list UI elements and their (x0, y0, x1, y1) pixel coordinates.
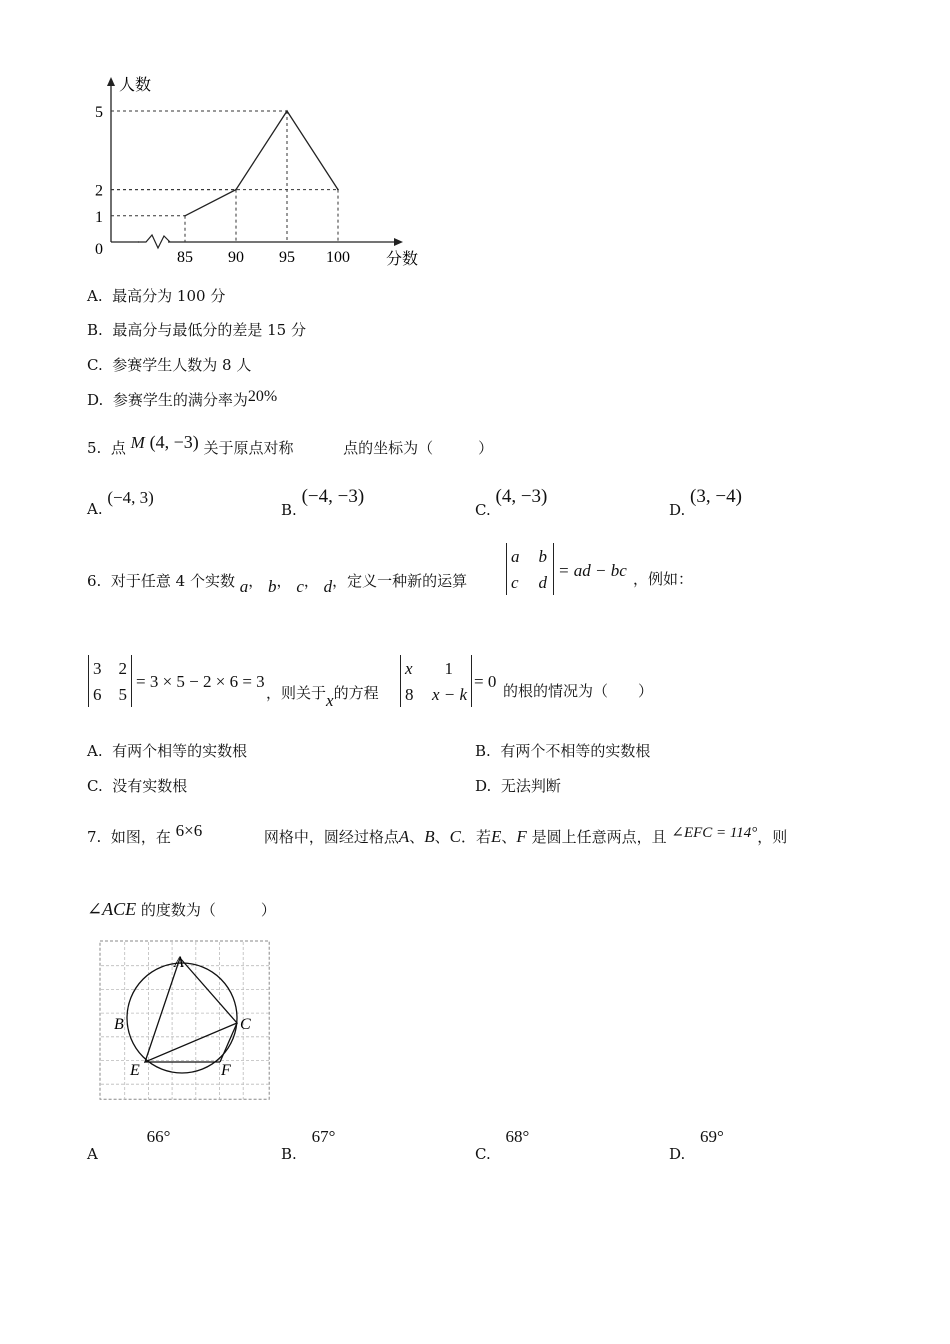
q6-determinant-definition: a b c d (506, 543, 554, 595)
x-tick-95: 95 (279, 249, 295, 266)
q6-option-c: C. 没有实数根 (87, 777, 188, 795)
q4-option-b: B. 最高分与最低分的差是 15 分 (87, 321, 306, 339)
y-tick-5: 5 (95, 104, 103, 121)
q5-option-d: D. (3, −4) (669, 486, 742, 519)
q6-example: = 3 × 5 − 2 × 6 = 3 (136, 672, 265, 691)
q6-example-label: ，例如： (633, 570, 694, 588)
q6-option-a: A. 有两个相等的实数根 (87, 742, 248, 760)
q7-option-b: B. 67° (281, 1127, 336, 1163)
q4-option-d: D. 参赛学生的满分率为20% (87, 388, 278, 409)
q6-option-b: B. 有两个不相等的实数根 (475, 742, 651, 760)
triangle-ace (145, 958, 237, 1062)
q6-rule: = ad − bc (558, 561, 627, 580)
x-axis-arrow (394, 238, 403, 246)
x-tick-100: 100 (326, 249, 350, 266)
series-line (185, 111, 338, 216)
q5-stem: 5. 点 M (4, −3) 关于原点对称 点的坐标为（ ） (87, 432, 494, 457)
circle (127, 963, 237, 1073)
q7-stem-line2: ∠ACE 的度数为（ ） (87, 899, 276, 919)
point-label-f: F (221, 1062, 231, 1079)
y-tick-1: 1 (95, 208, 103, 226)
q6-option-d: D. 无法判断 (475, 777, 561, 795)
data-point-100 (337, 189, 339, 191)
q6-stem-tail: 的根的情况为（ ） (503, 682, 654, 700)
point-label-b: B (114, 1016, 124, 1033)
data-point-95 (286, 110, 288, 112)
q4-option-a: A. 最高分为 100 分 (87, 287, 226, 305)
x-tick-90: 90 (228, 249, 244, 266)
point-label-a: A (174, 954, 184, 971)
point-label-c: C (240, 1016, 251, 1033)
q7-option-d: D. 69° (669, 1127, 724, 1163)
q7-stem-line1: 7. 如图，在 6×6 网格中，圆经过格点A、B、C．若E、F 是圆上任意两点，且 ∠EFC = 114°，则 (87, 821, 788, 846)
q4-option-c: C. 参赛学生人数为 8 人 (87, 356, 252, 374)
q6-stem-line1: 6. 对于任意 4 个实数 a， b， c， d，定义一种新的运算 (87, 572, 468, 596)
x-tick-85: 85 (177, 249, 193, 266)
data-point-90 (235, 189, 237, 191)
q6-determinant-example: 3 2 6 5 (88, 655, 132, 707)
q6-equals-zero: = 0 (474, 672, 497, 691)
q7-option-c: C. 68° (475, 1127, 530, 1163)
data-point-85 (184, 215, 186, 217)
origin-label: 0 (95, 241, 103, 258)
q5-option-a: A. (−4, 3) (87, 488, 154, 518)
q5-option-c: C. (4, −3) (475, 486, 548, 519)
x-axis-title: 分数 (386, 251, 419, 268)
q5-option-b: B. (−4, −3) (281, 486, 365, 519)
q6-stem-line2: ，则关于x的方程 (266, 684, 379, 710)
y-axis-arrow (107, 77, 115, 86)
q7-circle-figure (95, 936, 275, 1112)
score-line-chart (0, 0, 950, 280)
y-tick-2: 2 (95, 182, 103, 200)
q7-option-a: A 66° (87, 1127, 171, 1163)
y-axis-title: 人数 (119, 77, 152, 94)
point-label-e: E (130, 1062, 140, 1079)
q6-determinant-equation: x 1 8 x − k (400, 655, 472, 707)
